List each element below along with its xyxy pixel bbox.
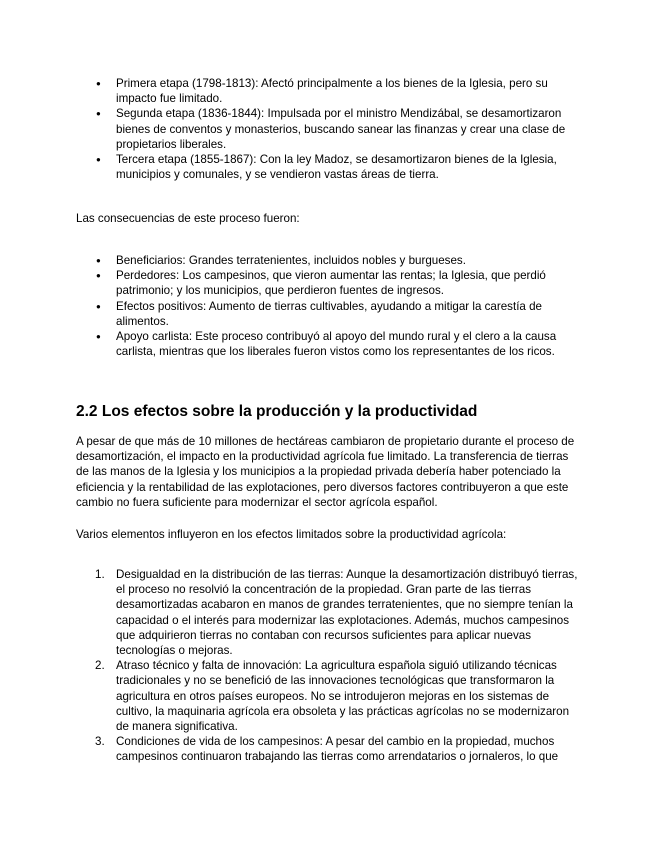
list-number: 2. xyxy=(95,659,105,673)
list-item: ● Perdedores: Los campesinos, que vieron aumentar las rentas; la Iglesia, que perdió patrimonio; y los municipios, que perdieron fuentes de ingresos. xyxy=(76,268,581,298)
list-item-text: Desigualdad en la distribución de las tierras: Aunque la desamortización distribuyó tierras, el proceso no resolvió la concentración de la propiedad. Gran parte de las tierras desamortizadas acabaron en manos de grandes terratenientes, que no siempre tenían la capacidad o el interés para modernizar las explotaciones. Además, muchos campesinos que adquirieron tierras no contaban con recursos suficientes para aplicar nuevas tecnologías o mejoras. xyxy=(116,568,578,658)
list-number: 3. xyxy=(95,735,105,749)
stages-list xyxy=(76,76,581,182)
list-item-text: Condiciones de vida de los campesinos: A pesar del cambio en la propiedad, muchos campesinos continuaron trabajando las tierras como arrendatarios o jornaleros, lo que xyxy=(116,735,559,764)
section-heading: 2.2 Los efectos sobre la producción y la productividad xyxy=(76,403,478,420)
section-paragraph: A pesar de que más de 10 millones de hectáreas cambiaron de propietario durante el proceso de desamortización, el impacto en la productividad agrícola fue limitado. La transferencia de tierras de las manos de la Iglesia y los municipios a la propiedad privada debería haber potenciado la eficiencia y la rentabilidad de las explotaciones, pero diversos factores contribuyeron a que este cambio no fuera suficiente para modernizar el sector agrícola español. xyxy=(76,435,575,509)
factors-intro: Varios elementos influyeron en los efectos limitados sobre la productividad agrícola: xyxy=(76,528,507,541)
list-item: ● Tercera etapa (1855-1867): Con la ley Madoz, se desamortizaron bienes de la Iglesia, municipios y comunales, y se vendieron vastas áreas de tierra. xyxy=(76,152,581,182)
list-number: 1. xyxy=(95,568,105,581)
list-item: ● Primera etapa (1798-1813): Afectó principalmente a los bienes de la Iglesia, pero su impacto fue limitado. xyxy=(76,76,581,106)
list-item-text: Atraso técnico y falta de innovación: La agricultura española siguió utilizando técnicas tradicionales y no se benefició de las innovaciones tecnológicas que transformaron la agricultura en otros países europeos. No se introdujeron mejoras en los sistemas de cultivo, la maquinaria agrícola era obsoleta y las prácticas agrícolas no se modernizaron de manera significativa. xyxy=(116,659,570,734)
list-item: ● Efectos positivos: Aumento de tierras cultivables, ayudando a mitigar la carestía de alimentos. xyxy=(76,299,581,329)
list-item xyxy=(76,658,581,734)
factors-list xyxy=(76,567,581,765)
consequences-list xyxy=(76,253,581,359)
consequences-intro: Las consecuencias de este proceso fueron: xyxy=(76,212,300,225)
list-item: ● Segunda etapa (1836-1844): Impulsada por el ministro Mendizábal, se desamortizaron bienes de conventos y monasterios, buscando sanear las finanzas y crear una clase de propietarios liberales. xyxy=(76,106,581,152)
list-item: ● Apoyo carlista: Este proceso contribuyó al apoyo del mundo rural y el clero a la causa carlista, mientras que los liberales fueron vistos como los representantes de los ricos. xyxy=(76,329,581,359)
list-item xyxy=(76,734,581,764)
list-item: ● Beneficiarios: Grandes terratenientes, incluidos nobles y burgueses. xyxy=(76,253,581,268)
list-item xyxy=(76,567,581,658)
